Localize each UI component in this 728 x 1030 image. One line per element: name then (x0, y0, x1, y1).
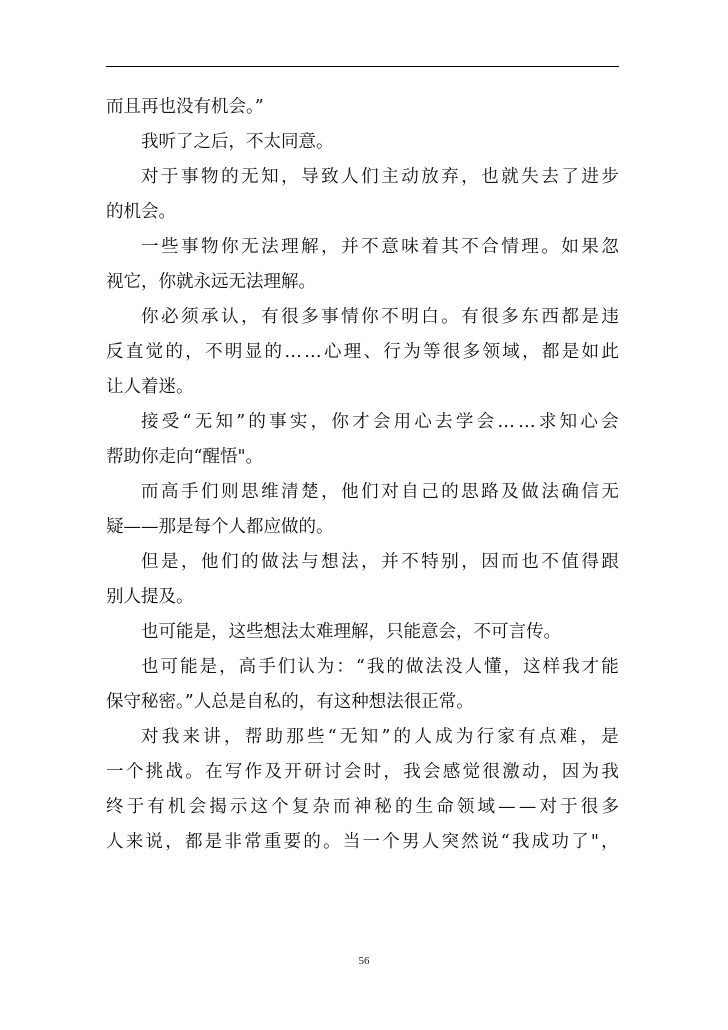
paragraph-line: 接 受 “ 无 知 ” 的 事 实 ， 你 才 会 用 心 去 学 会 … … 求 知 心 会 (141, 412, 619, 432)
text-line: 视它，你就永远无法理解。 (106, 272, 316, 292)
paragraph-line: 也可能是，这些想法太难理解，只能意会，不可言传。 (141, 622, 561, 642)
text-line: 而且再也没有机会。” (106, 97, 264, 117)
page-number: 56 (358, 955, 370, 967)
paragraph-line: 我听了之后，不太同意。 (141, 132, 334, 152)
text-line: 保守秘密。”人总是自私的，有这种想法很正常。 (106, 692, 474, 712)
text-line: 让人着迷。 (106, 377, 194, 397)
paragraph-line: 一 些 事 物 你 无 法 理 解 ， 并 不 意 味 着 其 不 合 情 理 。 如 果 忽 (141, 237, 619, 257)
text-line: 反 直 觉 的 ， 不 明 显 的 … … 心 理 、 行 为 等 很 多 领 域 ， 都 是 如 此 (106, 342, 619, 362)
paragraph-line: 也 可 能 是 ， 高 手 们 认 为 ： “ 我 的 做 法 没 人 懂 ， 这 样 我 才 能 (141, 657, 619, 677)
text-line: 别人提及。 (106, 587, 194, 607)
paragraph-line: 但 是 ， 他 们 的 做 法 与 想 法 ， 并 不 特 别 ， 因 而 也 不 值 得 跟 (141, 552, 619, 572)
paragraph-line: 对 于 事 物 的 无 知 ， 导 致 人 们 主 动 放 弃 ， 也 就 失 去 了 进 步 (141, 167, 619, 187)
text-line: 一 个 挑 战 。 在 写 作 及 开 研 讨 会 时 ， 我 会 感 觉 很 激 动 ， 因 为 我 (106, 762, 619, 782)
body-text (106, 90, 619, 860)
paragraph-line: 对 我 来 讲 ， 帮 助 那 些 “ 无 知 ” 的 人 成 为 行 家 有 点 难 ， 是 (141, 727, 619, 747)
paragraph-line: 而 高 手 们 则 思 维 清 楚 ， 他 们 对 自 己 的 思 路 及 做 法 确 信 无 (141, 482, 619, 502)
header-rule (106, 66, 619, 67)
text-line: 终 于 有 机 会 揭 示 这 个 复 杂 而 神 秘 的 生 命 领 域 — — 对 于 很 多 (106, 797, 619, 817)
text-line: 人 来 说 ， 都 是 非 常 重 要 的 。 当 一 个 男 人 突 然 说 “ 我 成 功 了 " ， (106, 832, 619, 852)
text-line: 的机会。 (106, 202, 176, 222)
text-line: 疑——那是每个人都应做的。 (106, 517, 334, 537)
text-line: 帮助你走向“醒悟"。 (106, 447, 263, 467)
paragraph-line: 你 必 须 承 认 ， 有 很 多 事 情 你 不 明 白 。 有 很 多 东 西 都 是 违 (141, 307, 619, 327)
